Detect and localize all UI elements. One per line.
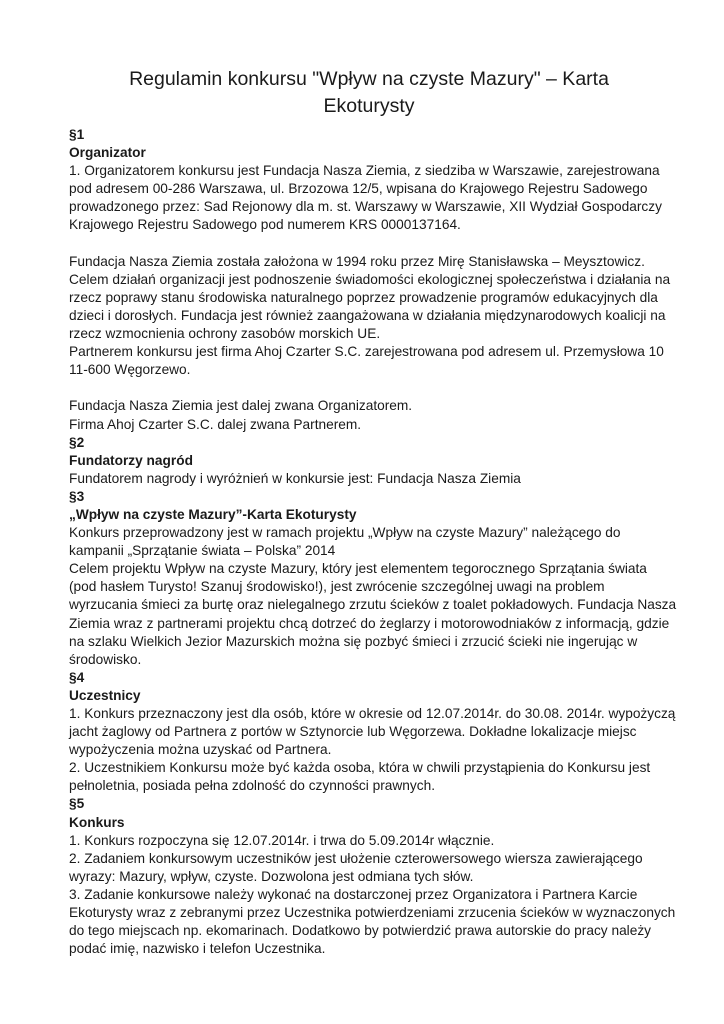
text-line: Fundacja Nasza Ziemia jest dalej zwana Organizatorem.	[69, 398, 413, 414]
title-line: Regulamin konkursu "Wpływ na czyste Mazury" – Karta	[129, 68, 609, 90]
text-line: dzieci i dorosłych. Fundacja jest również zaangażowana w działania międzynarodowych koalicji na	[69, 307, 666, 323]
text-line: Fundacja Nasza Ziemia została założona w 1994 roku przez Mirę Stanisławska – Meysztowicz.	[69, 253, 645, 269]
section-3	[69, 488, 677, 669]
section-heading: Uczestnicy	[69, 687, 141, 703]
text-line: Ziemia wraz z partnerami projektu chcą dotrzeć do żeglarzy i motorowodniaków z informacją, gdzie	[69, 615, 670, 631]
text-line: prowadzonego przez: Sad Rejonowy dla m. st. Warszawy w Warszawie, XII Wydział Gospodarczy	[69, 199, 662, 215]
title-line: Ekoturysty	[323, 95, 415, 117]
text-line: Firma Ahoj Czarter S.C. dalej zwana Partnerem.	[69, 416, 362, 432]
paragraph-gap	[69, 379, 669, 397]
document-title	[69, 66, 669, 120]
text-line: na szlaku Wielkich Jezior Mazurskich można się pozbyć śmieci i zrzucić ścieki nie ingerując w	[69, 633, 638, 649]
text-line: kampanii „Sprzątanie świata – Polska” 2014	[69, 543, 336, 559]
text-line: 3. Zadanie konkursowe należy wykonać na dostarczonej przez Organizatora i Partnera Karcie	[69, 886, 638, 902]
section-heading: Konkurs	[69, 814, 125, 830]
text-line: jacht żaglowy od Partnera z portów w Sztynorcie lub Węgorzewa. Dokładne lokalizacje miejsc	[69, 724, 637, 740]
text-line: pełnoletnia, posiada pełna zdolność do czynności prawnych.	[69, 778, 435, 794]
section-5	[69, 795, 676, 958]
section-4	[69, 669, 676, 796]
section-heading: „Wpływ na czyste Mazury”-Karta Ekoturysty	[69, 506, 357, 522]
text-line: wyrzucania śmieci za burtę oraz nielegalnego zrzutu ścieków z toalet pokładowych. Fundacja Nasza	[69, 597, 677, 613]
section-number: §5	[69, 796, 85, 812]
section-number: §3	[69, 488, 85, 504]
text-line: 2. Zadaniem konkursowym uczestników jest ułożenie czterowersowego wiersza zawierającego	[69, 850, 643, 866]
text-line: Konkurs przeprowadzony jest w ramach projektu „Wpływ na czyste Mazury” należącego do	[69, 525, 621, 541]
text-line: 1. Organizatorem konkursu jest Fundacja Nasza Ziemia, z siedziba w Warszawie, zarejestrowana	[69, 163, 660, 179]
text-line: Partnerem konkursu jest firma Ahoj Czarter S.C. zarejestrowana pod adresem ul. Przemysłowa 10	[69, 344, 664, 360]
text-line: Fundatorem nagrody i wyróżnień w konkursie jest: Fundacja Nasza Ziemia	[69, 470, 521, 486]
text-line: 1. Konkurs przeznaczony jest dla osób, które w okresie od 12.07.2014r. do 30.08. 2014r. wypożyczą	[69, 706, 676, 721]
document-page	[69, 66, 677, 958]
text-line: rzecz wzmocnienia ochrony zasobów morskich UE.	[69, 326, 381, 342]
section-heading: Organizator	[69, 145, 146, 161]
text-line: podać imię, nazwisko i telefon Uczestnika.	[69, 941, 326, 957]
section-number: §1	[69, 127, 85, 142]
text-line: 11-600 Węgorzewo.	[69, 362, 191, 378]
text-line: Ekoturysty wraz z zebranymi przez Uczestnika potwierdzeniami zrzucenia ścieków w wyznaczonych	[69, 905, 676, 921]
text-line: (pod hasłem Turysto! Szanuj środowisko!), jest zwrócenie szczególnej uwagi na problem	[69, 579, 605, 595]
text-line: Celem działań organizacji jest podnoszenie świadomości ekologicznej społeczeństwa i działania na	[69, 271, 671, 287]
text-line: Krajowego Rejestru Sadowego pod numerem KRS 0000137164.	[69, 217, 461, 233]
section-1	[69, 126, 669, 434]
text-line: wyrazy: Mazury, wpływ, czyste. Dozwolona jest odmiana tych słów.	[69, 868, 474, 884]
paragraph-gap	[69, 235, 669, 253]
text-line: Celem projektu Wpływ na czyste Mazury, który jest elementem tegorocznego Sprzątania świata	[69, 561, 647, 577]
section-heading: Fundatorzy nagród	[69, 452, 193, 468]
text-line: 2. Uczestnikiem Konkursu może być każda osoba, która w chwili przystąpienia do Konkursu jest	[69, 760, 651, 776]
section-number: §4	[69, 669, 85, 685]
text-line: wypożyczenia można uzyskać od Partnera.	[69, 742, 332, 758]
section-number: §2	[69, 434, 85, 450]
text-line: środowisko.	[69, 651, 142, 667]
text-line: 1. Konkurs rozpoczyna się 12.07.2014r. i trwa do 5.09.2014r włącznie.	[69, 832, 495, 848]
text-line: rzecz poprawy stanu środowiska naturalnego poprzez prowadzenie programów edukacyjnych dla	[69, 289, 658, 305]
section-2	[69, 434, 669, 488]
text-line: pod adresem 00-286 Warszawa, ul. Brzozowa 12/5, wpisana do Krajowego Rejestru Sadowego	[69, 181, 648, 197]
text-line: do tego miejscach np. ekomarinach. Dodatkowo by potwierdzić prawa autorskie do pracy należy	[69, 923, 652, 939]
